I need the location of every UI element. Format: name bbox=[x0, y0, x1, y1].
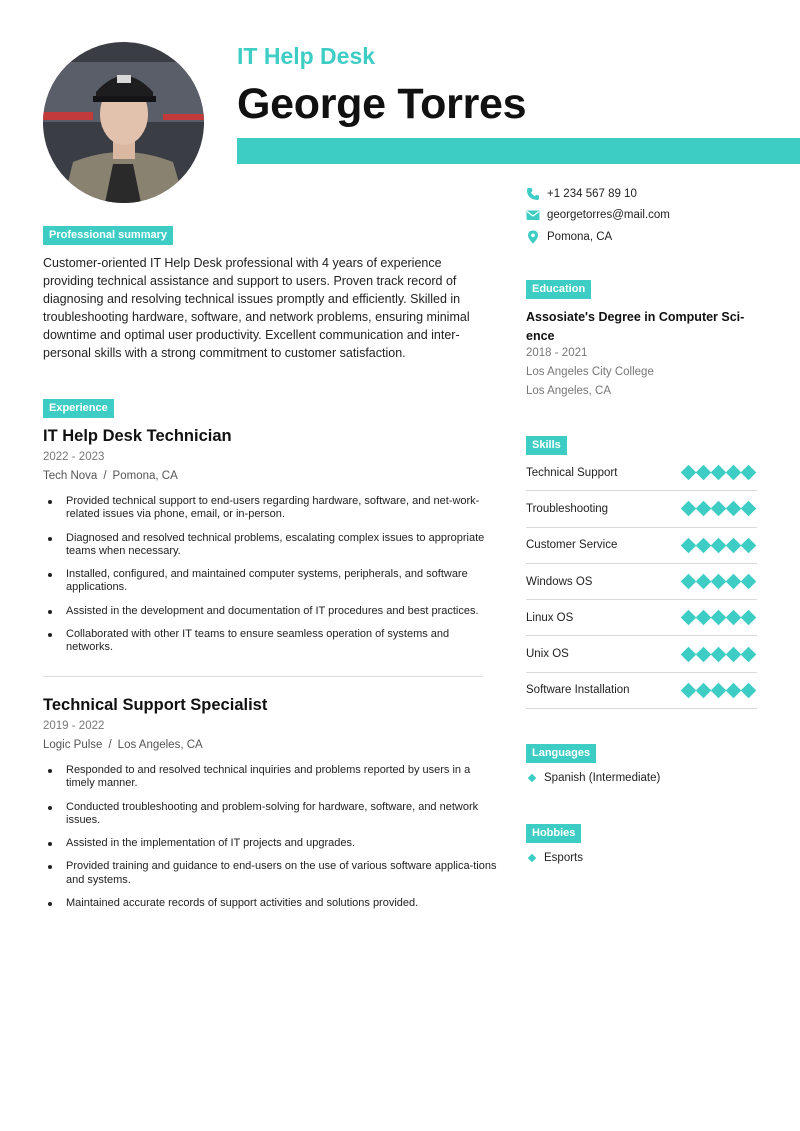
skill-row bbox=[526, 491, 757, 527]
experience-company-location: Logic Pulse / Los Angeles, CA bbox=[43, 739, 203, 751]
experience-role: IT Help Desk Technician bbox=[43, 427, 232, 445]
phone-icon bbox=[526, 187, 540, 201]
experience-location: Pomona, CA bbox=[112, 470, 178, 482]
section-tag-skills: Skills bbox=[526, 436, 567, 455]
skill-level-diamond-icon bbox=[726, 465, 742, 481]
skill-level-diamond-icon bbox=[711, 683, 727, 699]
skill-level-diamond-icon bbox=[726, 501, 742, 517]
skill-level-diamond-icon bbox=[726, 610, 742, 626]
skill-rating bbox=[683, 540, 754, 551]
experience-bullets bbox=[43, 495, 498, 655]
experience-bullet: Diagnosed and resolved technical problems, escalating complex issues to appropriate teams when necessary. bbox=[43, 532, 498, 559]
experience-bullet: Collaborated with other IT teams to ensure seamless operation of systems and networks. bbox=[43, 628, 498, 655]
experience-company: Logic Pulse bbox=[43, 739, 103, 751]
experience-bullet: Provided training and guidance to end-users on the use of various software applica-tions and systems. bbox=[43, 860, 498, 887]
skill-level-diamond-icon bbox=[726, 646, 742, 662]
skill-level-diamond-icon bbox=[696, 610, 712, 626]
experience-dates: 2022 - 2023 bbox=[43, 451, 105, 463]
map-pin-icon bbox=[526, 230, 540, 244]
experience-bullet: Provided technical support to end-users regarding hardware, software, and net-work-related issues via phone, email, or in-person. bbox=[43, 495, 498, 522]
skill-rating bbox=[683, 467, 754, 478]
experience-entry bbox=[43, 696, 498, 920]
profile-photo bbox=[43, 42, 204, 203]
skill-level-diamond-icon bbox=[726, 537, 742, 553]
skill-rating bbox=[683, 685, 754, 696]
skill-name: Windows OS bbox=[526, 575, 593, 588]
contact-email[interactable] bbox=[526, 207, 670, 223]
skill-rating bbox=[683, 503, 754, 514]
skill-level-diamond-icon bbox=[741, 501, 757, 517]
header-accent-bar bbox=[237, 138, 800, 164]
skill-level-diamond-icon bbox=[681, 610, 697, 626]
skill-level-diamond-icon bbox=[726, 574, 742, 590]
summary-text: Customer-oriented IT Help Desk professional with 4 years of experience providing technical assistance and support to users. Proven track record of diagnosing and resolving technical issues promptly and efficiently. Skilled in troubleshooting hardware, software, and network problems, ensuring minimal downtime and optimal user productivity. Excellent communication and inter-personal skills with a strong commitment to customer satisfaction. bbox=[43, 256, 470, 361]
experience-company-location: Tech Nova / Pomona, CA bbox=[43, 470, 178, 482]
skill-name: Unix OS bbox=[526, 648, 569, 661]
skill-level-diamond-icon bbox=[711, 501, 727, 517]
skill-row bbox=[526, 564, 757, 600]
skill-name: Technical Support bbox=[526, 466, 618, 479]
skill-level-diamond-icon bbox=[711, 610, 727, 626]
skill-level-diamond-icon bbox=[711, 574, 727, 590]
skill-row bbox=[526, 600, 757, 636]
skill-rating bbox=[683, 612, 754, 623]
diamond-bullet-icon bbox=[528, 774, 536, 782]
hobby-text: Esports bbox=[544, 852, 583, 864]
skill-level-diamond-icon bbox=[681, 646, 697, 662]
section-tag-experience: Experience bbox=[43, 399, 114, 418]
skill-row bbox=[526, 636, 757, 672]
skill-level-diamond-icon bbox=[681, 574, 697, 590]
contact-location bbox=[526, 229, 612, 245]
skill-row bbox=[526, 528, 757, 564]
experience-divider bbox=[43, 676, 483, 677]
skill-level-diamond-icon bbox=[681, 683, 697, 699]
education-dates: 2018 - 2021 bbox=[526, 347, 588, 359]
experience-bullets bbox=[43, 764, 498, 910]
skill-level-diamond-icon bbox=[696, 683, 712, 699]
skill-level-diamond-icon bbox=[711, 465, 727, 481]
phone-number: +1 234 567 89 10 bbox=[547, 188, 637, 200]
skill-level-diamond-icon bbox=[741, 646, 757, 662]
skill-level-diamond-icon bbox=[711, 646, 727, 662]
experience-bullet: Installed, configured, and maintained computer systems, peripherals, and software applications. bbox=[43, 568, 498, 595]
skill-level-diamond-icon bbox=[711, 537, 727, 553]
skill-level-diamond-icon bbox=[681, 465, 697, 481]
job-title: IT Help Desk bbox=[237, 43, 376, 69]
candidate-name: George Torres bbox=[237, 80, 527, 128]
experience-bullet: Maintained accurate records of support activities and solutions provided. bbox=[43, 897, 498, 910]
language-item bbox=[529, 772, 660, 784]
experience-location: Los Angeles, CA bbox=[117, 739, 203, 751]
skill-name: Software Installation bbox=[526, 684, 630, 697]
experience-bullet: Responded to and resolved technical inquiries and problems reported by users in a timely manner. bbox=[43, 764, 498, 791]
section-tag-education: Education bbox=[526, 280, 591, 299]
section-tag-hobbies: Hobbies bbox=[526, 824, 581, 843]
skill-level-diamond-icon bbox=[741, 574, 757, 590]
language-text: Spanish (Intermediate) bbox=[544, 772, 661, 784]
location-text: Pomona, CA bbox=[547, 231, 613, 243]
skill-name: Troubleshooting bbox=[526, 502, 609, 515]
skill-level-diamond-icon bbox=[696, 574, 712, 590]
skill-row bbox=[526, 455, 757, 491]
education-school: Los Angeles City College bbox=[526, 366, 654, 378]
experience-bullet: Assisted in the implementation of IT projects and upgrades. bbox=[43, 837, 498, 850]
diamond-bullet-icon bbox=[528, 854, 536, 862]
contact-phone[interactable] bbox=[526, 186, 637, 202]
skill-level-diamond-icon bbox=[741, 537, 757, 553]
skill-level-diamond-icon bbox=[696, 646, 712, 662]
experience-company: Tech Nova bbox=[43, 470, 98, 482]
skill-level-diamond-icon bbox=[741, 610, 757, 626]
experience-role: Technical Support Specialist bbox=[43, 696, 268, 714]
skill-level-diamond-icon bbox=[696, 537, 712, 553]
section-tag-summary: Professional summary bbox=[43, 226, 173, 245]
section-tag-languages: Languages bbox=[526, 744, 596, 763]
hobby-item bbox=[529, 852, 583, 864]
envelope-icon bbox=[526, 208, 540, 222]
experience-dates: 2019 - 2022 bbox=[43, 720, 105, 732]
skill-level-diamond-icon bbox=[696, 465, 712, 481]
skill-level-diamond-icon bbox=[741, 683, 757, 699]
skill-name: Customer Service bbox=[526, 539, 618, 552]
email-address: georgetorres@mail.com bbox=[547, 209, 670, 221]
skill-level-diamond-icon bbox=[696, 501, 712, 517]
skill-level-diamond-icon bbox=[681, 501, 697, 517]
skill-level-diamond-icon bbox=[681, 537, 697, 553]
experience-bullet: Conducted troubleshooting and problem-solving for hardware, software, and network issues. bbox=[43, 801, 498, 828]
experience-entry bbox=[43, 427, 498, 665]
education-degree: Assosiate's Degree in Computer Sci-ence bbox=[526, 310, 745, 343]
experience-bullet: Assisted in the development and documentation of IT procedures and best practices. bbox=[43, 605, 498, 618]
skill-rating bbox=[683, 649, 754, 660]
skill-rating bbox=[683, 576, 754, 587]
skill-name: Linux OS bbox=[526, 611, 574, 624]
skill-level-diamond-icon bbox=[726, 683, 742, 699]
skills-list bbox=[526, 455, 757, 709]
skill-level-diamond-icon bbox=[741, 465, 757, 481]
education-location: Los Angeles, CA bbox=[526, 385, 612, 397]
skill-row bbox=[526, 673, 757, 709]
